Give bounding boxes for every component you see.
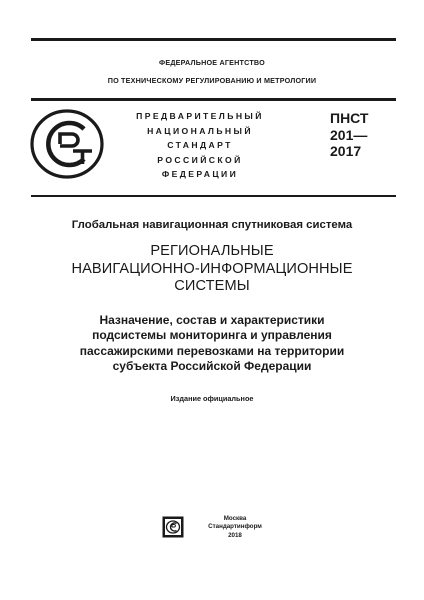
- publisher-year: 2018: [228, 531, 242, 539]
- edition-label: Издание официальное: [170, 394, 254, 403]
- standard-type-line: НАЦИОНАЛЬНЫЙ: [147, 125, 253, 136]
- standard-type-line: ФЕДЕРАЦИИ: [161, 169, 239, 180]
- system-title: Глобальная навигационная спутниковая система: [71, 219, 353, 231]
- standard-year: 2017: [330, 143, 362, 159]
- standard-type: [120, 109, 280, 182]
- document-title-line: СИСТЕМЫ: [174, 278, 250, 294]
- document-subtitle-line: подсистемы мониторинга и управления: [92, 328, 332, 343]
- agency-name-line1: ФЕДЕРАЛЬНОЕ АГЕНТСТВО: [159, 58, 265, 67]
- standard-type-line: РОССИЙСКОЙ: [157, 154, 243, 165]
- publisher-imprint: [200, 515, 270, 540]
- standard-type-line: ПРЕДВАРИТЕЛЬНЫЙ: [136, 111, 264, 121]
- standard-number: 201—: [330, 126, 368, 143]
- document-subtitle: [0, 313, 424, 374]
- document-subtitle-line: пассажирскими перевозками на территории: [79, 343, 345, 358]
- standard-type-line: СТАНДАРТ: [167, 140, 233, 151]
- publisher-name: Стандартинформ: [208, 523, 262, 531]
- gost-r-certification-mark-icon: [30, 107, 104, 181]
- document-subtitle-line: субъекта Российской Федерации: [112, 358, 312, 373]
- standard-code: ПНСТ: [330, 110, 369, 126]
- designation-rule: [31, 195, 396, 197]
- document-title: [0, 243, 424, 296]
- document-subtitle-line: Назначение, состав и характеристики: [99, 313, 325, 327]
- standartinform-logo-icon: [162, 516, 184, 538]
- document-title-line: РЕГИОНАЛЬНЫЕ: [150, 243, 274, 259]
- document-title-line: НАВИГАЦИОННО-ИНФОРМАЦИОННЫЕ: [71, 260, 353, 277]
- agency-name-line2: ПО ТЕХНИЧЕСКОМУ РЕГУЛИРОВАНИЮ И МЕТРОЛОГИИ: [107, 76, 317, 85]
- publisher-city: Москва: [223, 515, 247, 522]
- header-rule: [31, 98, 396, 101]
- standard-designation: [330, 110, 369, 160]
- top-rule: [31, 38, 396, 41]
